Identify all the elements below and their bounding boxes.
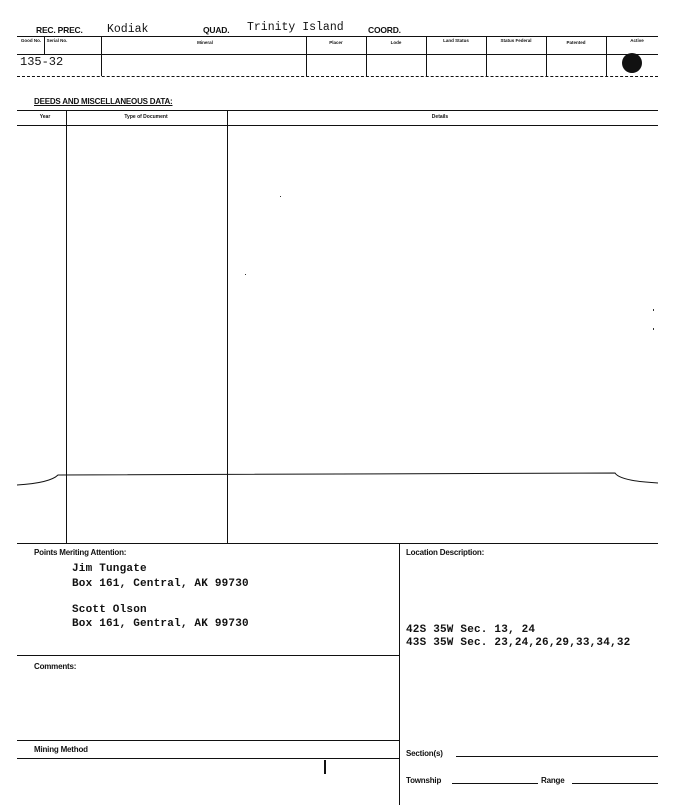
header-divider [101, 36, 102, 76]
lode-header: Lode [390, 40, 402, 45]
location-line: 43S 35W Sec. 23,24,26,29,33,34,32 [406, 637, 631, 649]
sections-fill-line [456, 756, 658, 757]
speck [653, 309, 654, 311]
comments-label: Comments: [34, 662, 77, 671]
sections-label: Section(s) [406, 749, 443, 758]
lower-center-divider [399, 543, 400, 805]
range-label: Range [541, 776, 565, 785]
location-line: 42S 35W Sec. 13, 24 [406, 624, 536, 636]
year-column-header: Year [39, 114, 51, 120]
deeds-header-rule [17, 125, 658, 126]
header-divider [366, 36, 367, 76]
comments-top-rule [17, 655, 399, 656]
header-divider [486, 36, 487, 76]
header-divider [426, 36, 427, 76]
details-header: Details [431, 114, 449, 120]
speck [280, 196, 281, 197]
coord-label: COORD. [368, 25, 401, 35]
record-number: 135-32 [20, 55, 64, 69]
header-divider [306, 36, 307, 76]
township-label: Township [406, 776, 442, 785]
mining-method-label: Mining Method [34, 745, 88, 754]
deeds-title: DEEDS AND MISCELLANEOUS DATA: [34, 97, 173, 106]
placer-header: Placer [329, 40, 343, 45]
type-of-document-header: Type of Document [124, 114, 168, 120]
contact-name: Scott Olson [72, 604, 147, 616]
header-divider [546, 36, 547, 76]
patented-header: Patented [566, 40, 586, 45]
status-federal-header: Status Federal [500, 38, 532, 43]
header-divider [606, 36, 607, 76]
contact-address: Box 161, Gentral, AK 99730 [72, 618, 249, 630]
punch-hole-mark [622, 53, 642, 73]
deeds-bottom-rule [17, 543, 658, 544]
speck [245, 274, 246, 275]
header-bottom-rule [17, 76, 658, 77]
rec-prec-value: Kodiak [107, 23, 149, 36]
contact-address: Box 161, Central, AK 99730 [72, 578, 249, 590]
township-fill-line [452, 783, 538, 784]
mining-top-rule [17, 740, 399, 741]
land-status-header: Land Status [443, 38, 469, 43]
mineral-header: Mineral [197, 40, 213, 45]
serial-no-header: Serial No. [46, 38, 68, 43]
fold-line [0, 465, 678, 495]
header-top-rule [17, 36, 658, 37]
contact-name: Jim Tungate [72, 563, 147, 575]
header-divider [44, 36, 45, 54]
speck [653, 328, 654, 330]
deeds-top-rule [17, 110, 658, 111]
quad-value: Trinity Island [247, 21, 344, 34]
good-no-header: Good No. [20, 38, 42, 43]
range-fill-line [572, 783, 658, 784]
points-label: Points Meriting Attention: [34, 548, 127, 557]
mining-bottom-rule [17, 758, 399, 759]
pencil-mark [324, 760, 326, 774]
active-header: Active [630, 38, 644, 43]
location-label: Location Description: [406, 548, 485, 557]
rec-prec-label: REC. PREC. [36, 25, 83, 35]
header-column-rule [17, 54, 658, 55]
quad-label: QUAD. [203, 25, 230, 35]
